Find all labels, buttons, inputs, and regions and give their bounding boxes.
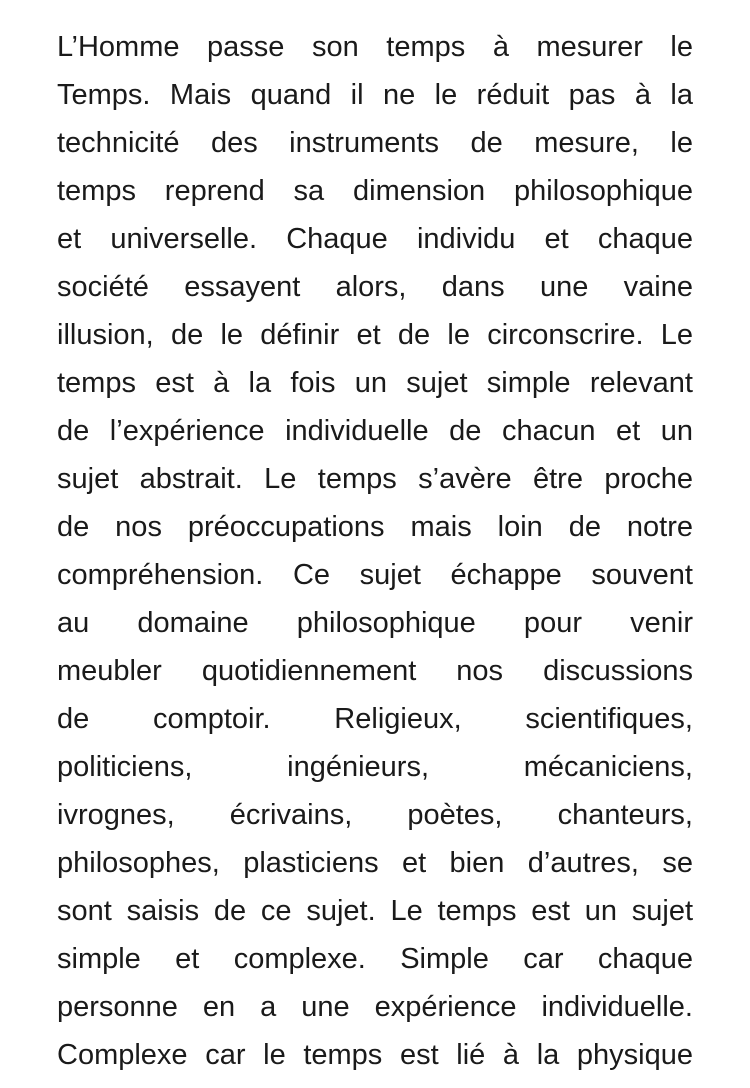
paragraph-line-1: L’Homme passe son temps à mesurer le (57, 31, 693, 63)
paragraph-line-19: sont saisis de ce sujet. Le temps est un sujet (57, 895, 693, 927)
paragraph-line-7: illusion, de le définir et de le circonscrire. Le (57, 319, 693, 351)
paragraph-line-18: philosophes, plasticiens et bien d’autres, se (57, 847, 693, 879)
paragraph-line-2: Temps. Mais quand il ne le réduit pas à la (57, 79, 693, 111)
paragraph-line-20: simple et complexe. Simple car chaque (57, 943, 693, 975)
paragraph-line-12: compréhension. Ce sujet échappe souvent (57, 559, 693, 591)
paragraph-line-6: société essayent alors, dans une vaine (57, 271, 693, 303)
paragraph-line-14: meubler quotidiennement nos discussions (57, 655, 693, 687)
paragraph-line-16: politiciens, ingénieurs, mécaniciens, (57, 751, 693, 783)
paragraph-line-8: temps est à la fois un sujet simple relevant (57, 367, 693, 399)
body-paragraph (57, 23, 693, 1079)
paragraph-line-15: de comptoir. Religieux, scientifiques, (57, 703, 693, 735)
paragraph-line-17: ivrognes, écrivains, poètes, chanteurs, (57, 799, 693, 831)
paragraph-line-10: sujet abstrait. Le temps s’avère être proche (57, 463, 693, 495)
paragraph-line-22: Complexe car le temps est lié à la physique (57, 1039, 693, 1071)
paragraph-line-13: au domaine philosophique pour venir (57, 607, 693, 639)
paragraph-line-3: technicité des instruments de mesure, le (57, 127, 693, 159)
paragraph-line-21: personne en a une expérience individuelle. (57, 991, 693, 1023)
paragraph-line-9: de l’expérience individuelle de chacun et un (57, 415, 693, 447)
paragraph-line-11: de nos préoccupations mais loin de notre (57, 511, 693, 543)
paragraph-line-5: et universelle. Chaque individu et chaque (57, 223, 693, 255)
paragraph-line-4: temps reprend sa dimension philosophique (57, 175, 693, 207)
